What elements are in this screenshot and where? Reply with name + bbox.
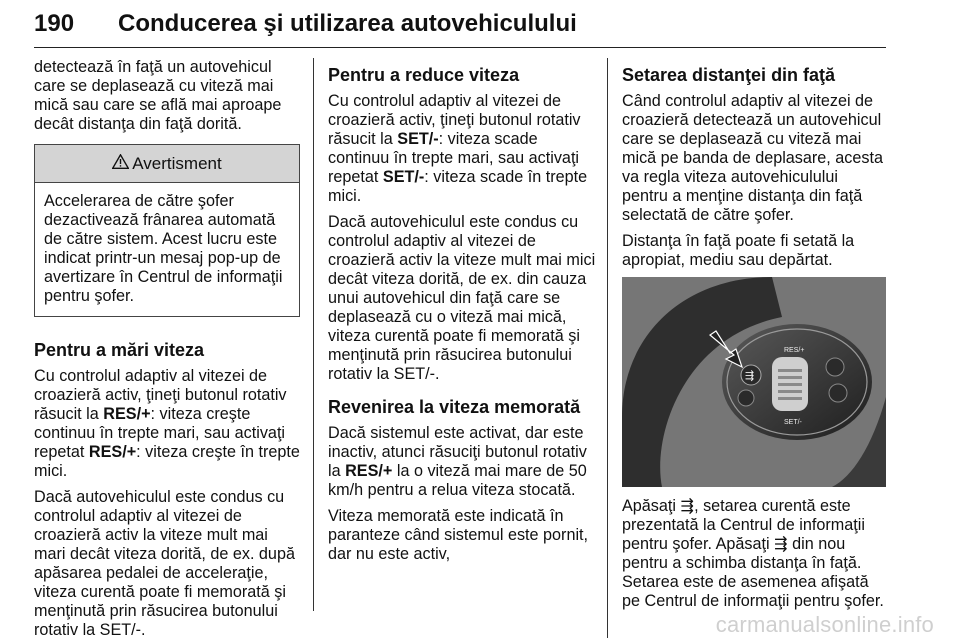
column-divider-1 (313, 58, 314, 611)
resume-speed-paragraph: Dacă sistemul este activat, dar este inactiv, atunci răsuciţi butonul rotativ la RES/+ la o viteză mai mare de 50 km/h pentru a relua viteza stocată. (328, 424, 587, 499)
page-number: 190 (34, 10, 75, 37)
reduce-speed-paragraph-2: Dacă autovehiculul este condus cu controlul adaptiv al vitezei de croazieră activ la viteze mult mai mici decât viteza dorită, de ex. din cauza unui autovehicul din faţă care se deplasează cu o viteză mai mică, viteza curentă poate fi memorată şi menţinută prin răsucirea butonului rotativ la SET/-. (328, 213, 596, 383)
column-divider-2 (607, 58, 608, 638)
watermark: carmanualsonline.info (715, 612, 934, 637)
res-plus-label: RES/+ (88, 443, 137, 461)
warning-text: Accelerarea de către şofer dezactivează frânarea automată de către sistem. Acest lucru este indicat printr-un mesaj pop-up de avertizare în Centrul de informaţii pentru şofer. (44, 192, 283, 305)
distance-options-paragraph: Distanţa în faţă poate fi setată la apropiat, mediu sau depărtat. (622, 232, 855, 269)
section-title-resume-speed: Revenirea la viteza memorată (328, 397, 581, 417)
set-minus-label: SET/- (397, 130, 439, 148)
increase-speed-paragraph: Cu controlul adaptiv al vitezei de croazieră activ, ţineţi butonul rotativ răsucit la RES/+: viteza creşte continuu în trepte mari, sau activaţi repetat RES/+: viteza creşte în trepte mici. (34, 367, 300, 480)
page-header (34, 8, 886, 48)
increase-speed-paragraph-2: Dacă autovehiculul este condus cu controlul adaptiv al vitezei de croazieră activ la viteze mult mai mari decât viteza dorită, de ex. după apăsarea pedalei de acceleraţie, viteza curentă poate fi memorată şi menţinută prin răsucirea butonului rotativ la SET/-. (34, 488, 295, 639)
section-title-following-distance: Setarea distanţei din faţă (622, 65, 836, 85)
res-plus-label: RES/+ (103, 405, 151, 423)
distance-icon: ⇶ (774, 535, 788, 553)
reduce-speed-paragraph: Cu controlul adaptiv al vitezei de croazieră activ, ţineţi butonul rotativ răsucit la SET/-: viteza scade continuu în trepte mari, sau activaţi repetat SET/-: viteza scade în trepte mici. (328, 92, 588, 205)
svg-text:⇶: ⇶ (745, 369, 755, 382)
res-plus-label: RES/+ (345, 462, 393, 480)
intro-paragraph: detectează în faţă un autovehicul care se deplasează cu viteză mai mică sau care se află mai aproape decât distanţa din faţă dorită. (34, 58, 282, 133)
column-2 (328, 64, 596, 571)
section-title-increase-speed: Pentru a mări viteza (34, 340, 205, 360)
page-title: Conducerea şi utilizarea autovehiculului (118, 10, 577, 37)
distance-icon: ⇶ (680, 497, 695, 515)
column-1 (34, 58, 300, 642)
warning-header (35, 145, 299, 183)
section-title-reduce-speed: Pentru a reduce viteza (328, 65, 520, 85)
warning-title: Avertisment (132, 154, 222, 173)
memorized-speed-paragraph: Viteza memorată este indicată în paranteze când sistemul este pornit, dar nu este activ, (328, 507, 589, 563)
set-minus-label: SET/- (382, 168, 425, 186)
following-distance-paragraph: Când controlul adaptiv al vitezei de croazieră detectează un autovehicul care se deplasează cu viteză mai mică pe banda de deplasare, acesta va regla viteza autovehiculului pentru a menţine distanţa din faţă selectată de către şofer. (622, 92, 883, 224)
res-label: RES/+ (784, 347, 805, 354)
distance-button-paragraph: Apăsaţi ⇶, setarea curentă este prezentată la Centrul de informaţii pentru şofer. Apăsaţi ⇶ din nou pentru a schimba distanţa în faţă. Setarea este de asemenea afişată pe Centrul de informaţii pentru şofer. (622, 497, 884, 610)
warning-box (34, 144, 300, 317)
set-label: SET/- (784, 419, 802, 426)
column-3 (622, 64, 888, 618)
warning-triangle-icon (112, 154, 129, 173)
steering-wheel-controls-figure (622, 277, 886, 487)
